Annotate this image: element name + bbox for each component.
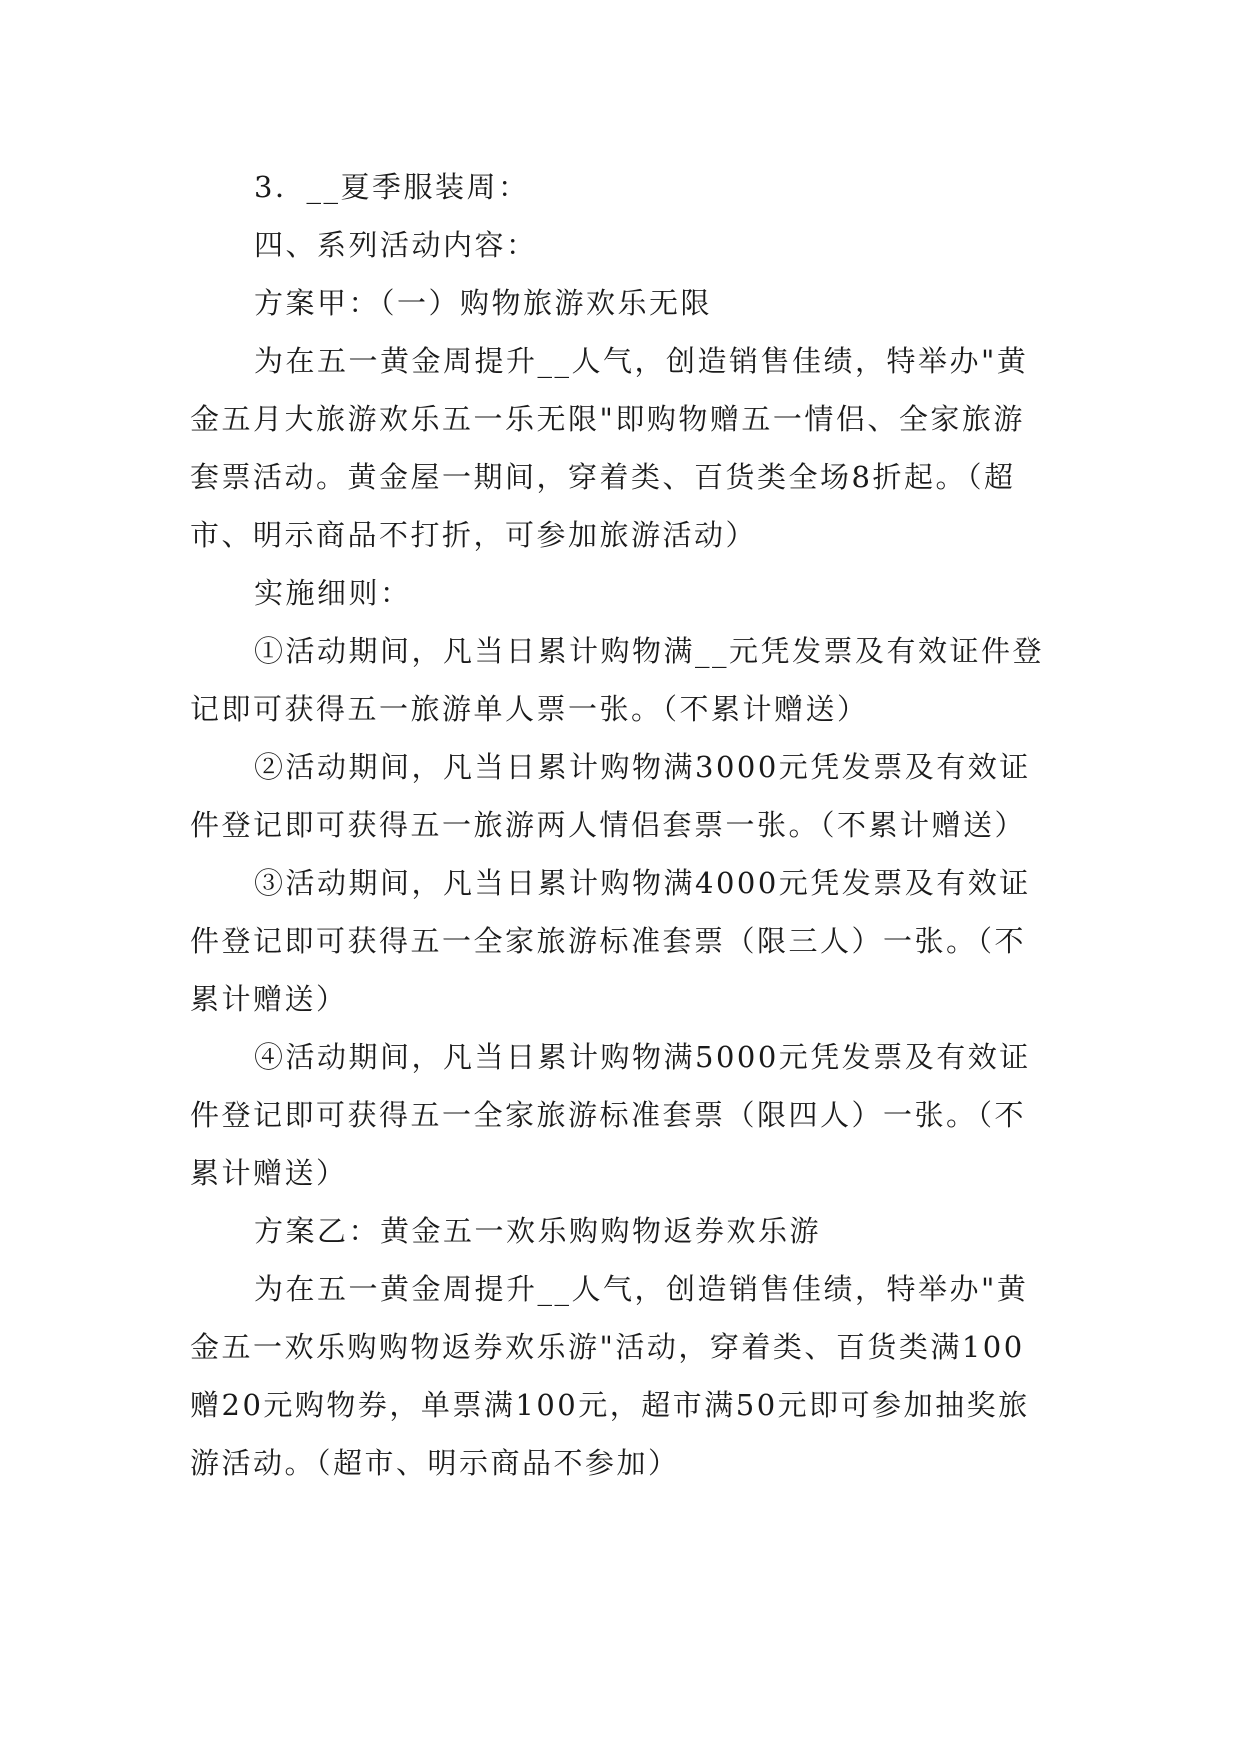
implementation-rules-heading: 实施细则： — [254, 576, 412, 610]
rule-item-4: ④活动期间，凡当日累计购物满5000元凭发票及有效证件登记即可获得五一全家旅游标准套票（限四人）一张。（不累计赠送） — [190, 1040, 1031, 1190]
section-item-summer-clothing-week: 3．__夏季服装周： — [254, 170, 530, 204]
section-heading-activities: 四、系列活动内容： — [254, 228, 538, 262]
rule-item-2: ②活动期间，凡当日累计购物满3000元凭发票及有效证件登记即可获得五一旅游两人情侣套票一张。（不累计赠送） — [190, 750, 1031, 842]
rule-item-1: ①活动期间，凡当日累计购物满__元凭发票及有效证件登记即可获得五一旅游单人票一张。（不累计赠送） — [190, 634, 1045, 726]
rule-item-3: ③活动期间，凡当日累计购物满4000元凭发票及有效证件登记即可获得五一全家旅游标准套票（限三人）一张。（不累计赠送） — [190, 866, 1031, 1016]
plan-a-heading: 方案甲：（一）购物旅游欢乐无限 — [254, 286, 713, 320]
plan-a-description: 为在五一黄金周提升__人气，创造销售佳绩，特举办"黄金五月大旅游欢乐五一乐无限"即购物赠五一情侣、全家旅游套票活动。黄金屋一期间，穿着类、百货类全场8折起。（超市、明示商品不打折，可参加旅游活动） — [190, 344, 1029, 552]
plan-b-description: 为在五一黄金周提升__人气，创造销售佳绩，特举办"黄金五一欢乐购购物返券欢乐游"活动，穿着类、百货类满100赠20元购物券，单票满100元，超市满50元即可参加抽奖旅游活动。（超市、明示商品不参加） — [190, 1272, 1030, 1480]
plan-b-heading: 方案乙：黄金五一欢乐购购物返券欢乐游 — [254, 1214, 822, 1248]
document-body — [190, 158, 1050, 1492]
